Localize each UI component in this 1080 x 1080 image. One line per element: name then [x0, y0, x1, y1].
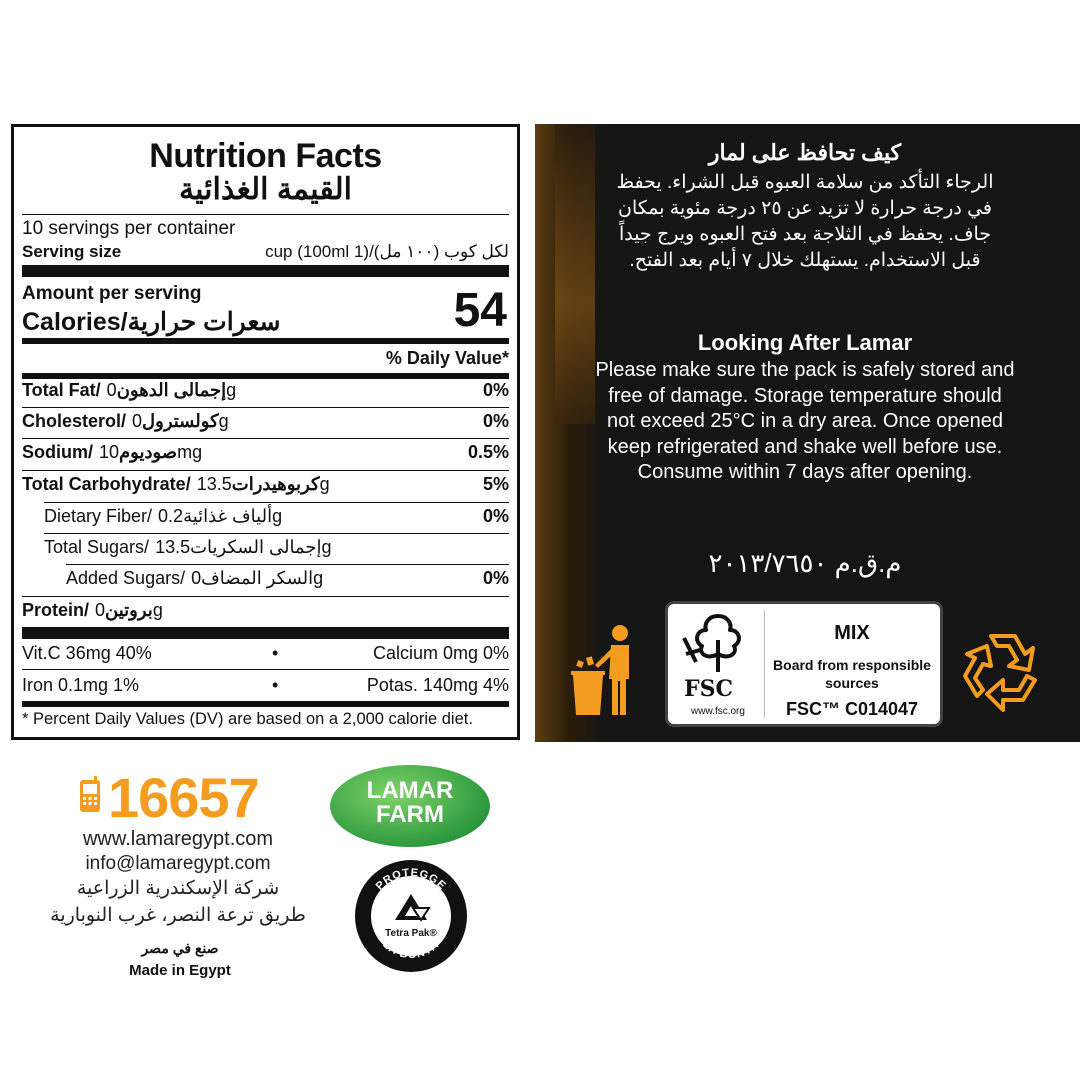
nutrient-amount: 0.2g	[158, 506, 283, 526]
amount-per-serving: Amount per serving	[22, 283, 202, 304]
tetra-brand-text: Tetra Pak®	[385, 928, 437, 939]
servings-per-container: 10 servings per container	[22, 218, 236, 239]
vitamin-c: Vit.C 36mg 40%	[22, 643, 152, 663]
row-divider	[22, 596, 509, 597]
daily-value-header: % Daily Value*	[385, 348, 509, 368]
nutrient-amount: 0g	[106, 380, 237, 400]
nutrient-daily-value: 0%	[482, 506, 509, 526]
nutrient-daily-value: 5%	[482, 474, 509, 494]
nutrient-label: Protein/بروتين	[22, 600, 153, 620]
nutrient-amount: 13.5g	[196, 474, 330, 494]
nutrient-label: Dietary Fiber/ألياف غذائية	[44, 506, 273, 526]
calories-value: 54	[453, 284, 507, 337]
nutrient-row	[22, 537, 509, 558]
calcium: Calcium 0mg 0%	[372, 643, 509, 663]
nutrient-amount: 13.5g	[155, 537, 332, 557]
nutrient-row	[22, 380, 509, 401]
fsc-board-text: Board from responsible sources	[773, 657, 931, 691]
logo-line-1: LAMAR	[366, 777, 454, 804]
nutrient-label: Total Sugars/إجمالى السكريات	[44, 537, 322, 557]
row-divider	[44, 502, 509, 503]
nutrient-row	[22, 442, 509, 463]
nutrient-daily-value: 0%	[482, 568, 509, 588]
nutrient-row	[22, 506, 509, 527]
nutrition-title-en: Nutrition Facts	[149, 137, 382, 175]
made-in-ar: صنع في مصر	[141, 940, 219, 956]
company-name-ar: شركة الإسكندرية الزراعية	[76, 878, 280, 899]
care-title-ar: كيف تحافظ على لمار	[708, 140, 902, 165]
serving-size-value: لكل كوب (١٠٠ مل)/(1 cup (100ml	[265, 242, 509, 261]
nutrient-label: Total Fat/إجمالى الدهون	[22, 380, 227, 400]
care-title-en: Looking After Lamar	[697, 330, 913, 355]
nutrient-daily-value: 0%	[482, 411, 509, 431]
made-in-en: Made in Egypt	[129, 962, 231, 979]
potassium: Potas. 140mg 4%	[366, 675, 509, 695]
nutrient-amount: 0g	[95, 600, 163, 620]
nutrient-amount: 0g	[132, 411, 229, 431]
iron: Iron 0.1mg 1%	[22, 675, 140, 695]
nutrition-facts-panel	[11, 124, 520, 740]
trash-person-icon	[565, 621, 645, 721]
nutrient-row	[22, 568, 509, 589]
tetra-top-text: PROTEGGE	[373, 866, 449, 893]
fsc-badge	[665, 601, 943, 727]
row-divider	[22, 470, 509, 471]
care-panel	[535, 124, 1080, 742]
bullet: •	[272, 643, 279, 663]
recycle-icon	[957, 624, 1049, 716]
nutrition-title-ar: القيمة الغذائية	[179, 173, 352, 206]
nutrient-amount: 10mg	[99, 442, 203, 462]
fsc-code: FSC™ C014047	[785, 699, 919, 719]
nutrient-row	[22, 411, 509, 432]
tetra-pak-seal-icon	[355, 860, 467, 972]
nutrient-daily-value: 0%	[482, 380, 509, 400]
nutrient-label: Sodium/صوديوم	[22, 442, 178, 462]
tetra-bottom-text: LA BONTÀ	[380, 938, 442, 962]
row-divider	[44, 533, 509, 534]
hotline-number: 16657	[108, 766, 259, 829]
fsc-logo-text: FSC	[684, 676, 734, 702]
nutrient-label: Total Carbohydrate/كربوهيدرات	[22, 474, 320, 494]
email: info@lamaregypt.com	[85, 853, 271, 874]
nutrient-label: Added Sugars/السكر المضاف	[66, 568, 314, 588]
row-divider	[66, 564, 509, 565]
phone-icon	[78, 776, 102, 814]
website: www.lamaregypt.com	[82, 828, 274, 850]
row-divider	[22, 407, 509, 408]
row-divider	[22, 438, 509, 439]
nutrient-label: Cholesterol/كولسترول	[22, 411, 219, 431]
registration-number: م.ق.م ٢٠١٣/٧٦٥٠	[708, 548, 902, 578]
lamar-farm-logo	[330, 765, 490, 847]
logo-line-2: FARM	[376, 801, 444, 828]
vitamin-row-1	[22, 643, 509, 664]
nutrient-amount: 0g	[191, 568, 324, 588]
serving-size-label: Serving size	[22, 242, 122, 261]
calories-label: Calories/سعرات حرارية	[22, 308, 281, 336]
fsc-mix: MIX	[834, 622, 870, 644]
fsc-url: www.fsc.org	[691, 706, 745, 717]
nutrient-row	[22, 600, 509, 621]
vitamin-row-2	[22, 675, 509, 696]
address-ar: طريق ترعة النصر، غرب النوبارية	[50, 905, 306, 926]
bullet: •	[272, 675, 279, 695]
nutrient-daily-value: 0.5%	[467, 442, 509, 462]
fsc-tree-icon	[678, 610, 758, 676]
footnote: * Percent Daily Values (DV) are based on a 2,000 calorie diet.	[22, 710, 473, 728]
care-body-ar: الرجاء التأكد من سلامة العبوه قبل الشراء. يحفظ في درجة حرارة لا تزيد عن ٢٥ درجة مئوية بمكان جاف. يحفظ في الثلاجة بعد فتح العبوه ويرج جيداً قبل الاستخدام. يستهلك خلال ٧ أيام بعد الفتح.	[616, 172, 994, 271]
nutrient-row	[22, 474, 509, 495]
care-body-en: Please make sure the pack is safely stored and free of damage. Storage temperature should not exceed 25°C in a dry area. Once opened keep refrigerated and shake well before use. Consume within 7 days after opening.	[595, 359, 1015, 484]
